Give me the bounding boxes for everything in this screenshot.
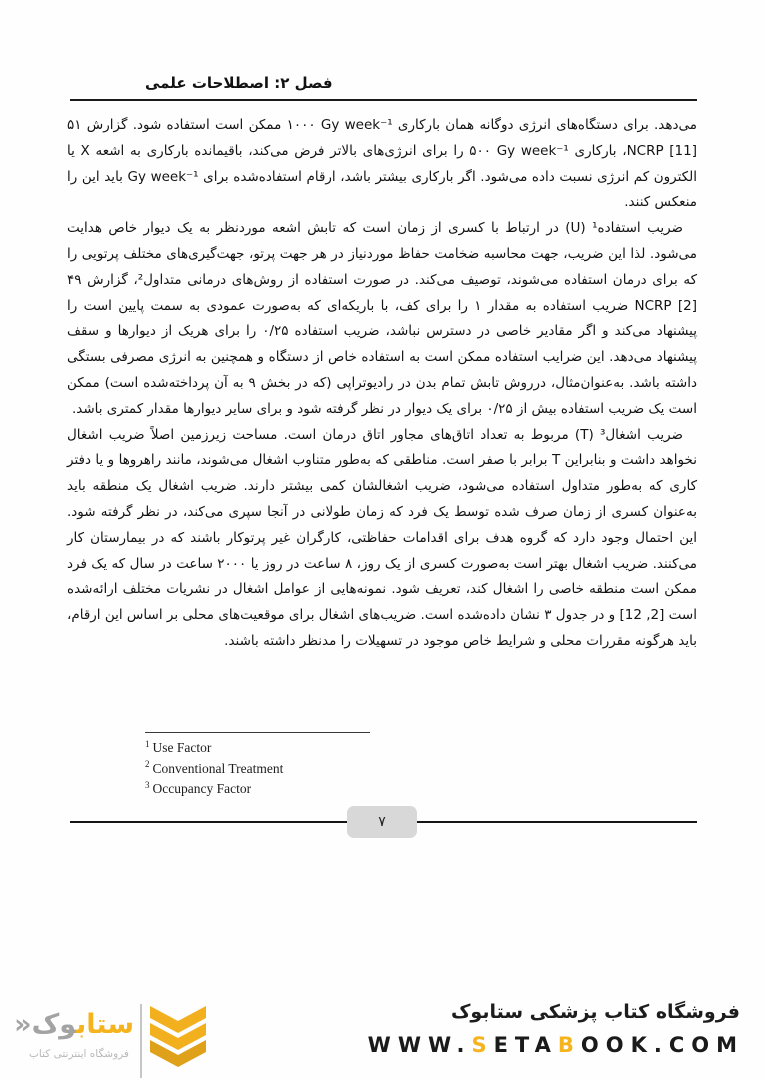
page-number: ۷ <box>378 814 386 830</box>
setabook-emblem-icon <box>150 1006 206 1076</box>
store-name: فروشگاه کتاب پزشکی ستابوک <box>450 1001 740 1023</box>
footnote-2 <box>145 759 283 780</box>
paragraph-1: می‌دهد. برای دستگاه‌های انرژی دوگانه همان بارکاری Gy week⁻¹ ‏۱۰۰۰ ممکن است استفاده شود. گزارش ۵۱ NCRP [11]، بارکاری Gy week⁻¹ ‏۵۰۰ را برای انرژی‌های بالاتر فرض می‌کند، باقیمانده بارکاری به اشعه X یا الکترون کم انرژی نسبت داده می‌شود. اگر بارکاری بیشتر باشد، ارقام استفاده‌شده برای Gy week⁻¹ باید این را منعکس کنند. <box>67 117 698 211</box>
url-part-www: WWW. <box>367 1033 472 1057</box>
footnote-3-text: Occupancy Factor <box>152 781 252 796</box>
url-part-eta: ETA <box>493 1033 558 1057</box>
guillemet-icon: « <box>14 1009 32 1040</box>
footnote-2-marker: 2 <box>145 759 150 769</box>
logo-divider <box>140 1004 142 1078</box>
footnote-1-marker: 1 <box>145 738 150 749</box>
footnote-3-marker: 3 <box>145 779 150 790</box>
logo-tagline: فروشگاه اینترنتی کتاب <box>29 1048 129 1060</box>
wordmark-gray: وک <box>31 1009 77 1040</box>
chapter-title: فصل ۲: اصطلاحات علمی <box>145 74 333 92</box>
body-text <box>67 113 697 655</box>
url-part-s: S <box>471 1033 494 1057</box>
footnote-1-text: Use Factor <box>152 740 212 755</box>
paragraph-2: ضریب استفاده¹ (U) در ارتباط با کسری از زمان است که تابش اشعه موردنظر به یک دیوار خاص هدایت می‌شود. لذا این ضریب، جهت محاسبه ضخامت حفاظ موردنیاز در هر جهت پرتو، جهت‌گیری‌های مختلف پرتویی را که برای درمان استفاده می‌شوند، توصیف می‌کند. در صورت استفاده از روش‌های درمانی متداول²، گزارش ۴۹ NCRP [2] ضریب استفاده به مقدار ۱ را برای کف، با باریکه‌ای که به‌صورت عمودی به سمت پایین است را پیشنهاد می‌کند و اگر مقادیر خاصی در دسترس نباشد، ضریب استفاده ۰/۲۵ را برای هریک از دیوارها و سقف پیشنهاد می‌دهد. این ضرایب استفاده ممکن است به استفاده خاص از دستگاه و همچنین به انرژی مصرفی بستگی داشته باشد. به‌عنوان‌مثال، درروش تابش تمام بدن در رادیوتراپی (که در بخش ۹ به آن پرداخته‌شده است) ممکن است یک ضریب استفاده بیش از ۰/۲۵ برای یک دیوار در نظر گرفته شود و برای سایر دیوارها مقدار کمتری باشد. <box>67 220 697 417</box>
footnote-separator <box>145 732 370 733</box>
header-rule <box>70 99 697 101</box>
url-part-b: B <box>557 1033 581 1057</box>
footnotes <box>145 738 283 800</box>
footnote-2-text: Conventional Treatment <box>152 760 284 776</box>
paragraph-3: ضریب اشغال³ (T) مربوط به تعداد اتاق‌های مجاور اتاق درمان است. مساحت زیرزمین اصلاً ضریب اشغال نخواهد داشت و بنابراین T برابر با صفر است. مناطقی که به‌طور متناوب اشغال می‌شوند، مانند راهروها و یا دفتر کاری که به‌طور متداول استفاده می‌شود، ضریب اشغالشان کمی بیشتر دارند. ضریب اشغال یک منطقه باید به‌عنوان کسری از زمان صرف شده توسط یک فرد که زمان طولانی در آنجا سپری می‌کند، در نظر گرفته شود. این احتمال وجود دارد که گروه هدف برای اقدامات حفاظتی، کارگران غیر پرتوکار باشند که در بیمارستان کار می‌کنند. ضریب اشغال بهتر است به‌صورت کسری از یک روز، ۸ ساعت در روز یا ۲۰۰۰ ساعت در سال که یک فرد ممکن است منطقه خاصی را اشغال کند، تعریف شود. نمونه‌هایی از عوامل اشغال در نشریات مختلف ارائه‌شده است [2, 12] و در جدول ۳ نشان داده‌شده است. ضریب‌های اشغال برای موقعیت‌های محلی بر اساس این ارقام، باید هرگونه مقررات محلی و شرایط خاص موجود در تسهیلات را مدنظر داشته باشند. <box>67 426 698 649</box>
url-part-ookcom: OOK.COM <box>580 1033 744 1057</box>
setabook-logo <box>14 1004 206 1078</box>
store-url <box>368 1033 744 1057</box>
page-number-badge <box>347 806 417 838</box>
footnote-3 <box>145 779 283 800</box>
footnote-1 <box>145 738 283 759</box>
logo-wordmark <box>14 1009 134 1040</box>
wordmark-yellow: ستاب <box>76 1009 134 1040</box>
